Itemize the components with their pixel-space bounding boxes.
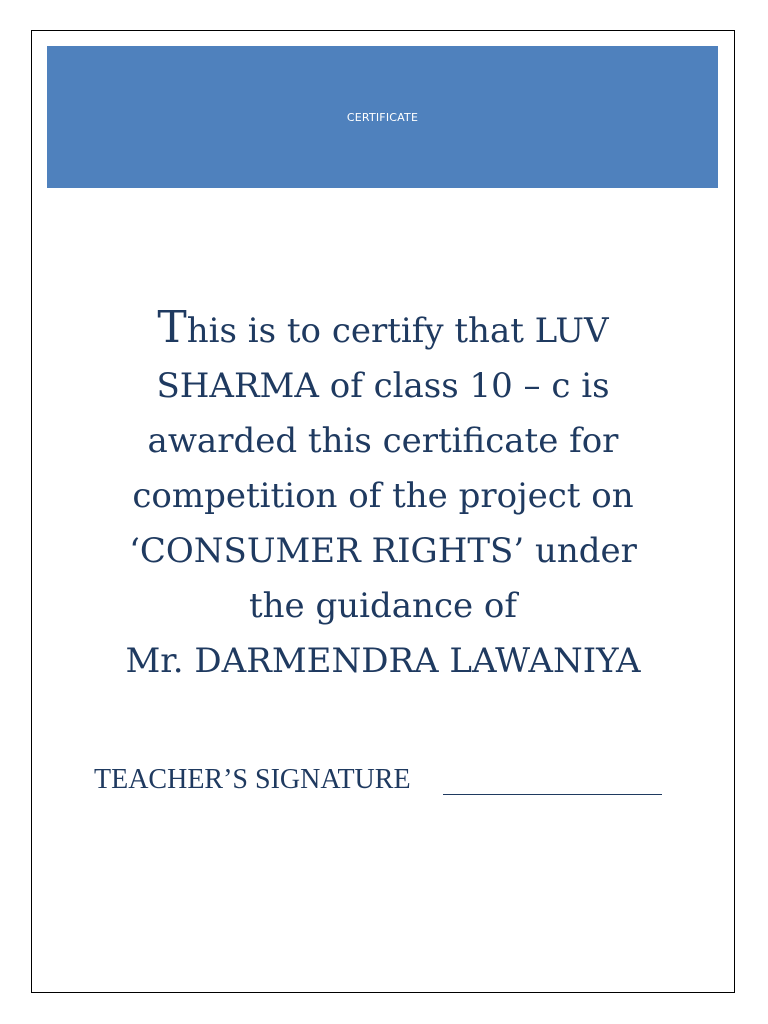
certificate-line-5: ‘CONSUMER RIGHTS’ under [129,531,637,571]
signature-row [94,764,694,800]
certificate-line-6: the guidance of [249,586,517,626]
certificate-initial: T [157,302,187,353]
signature-label: TEACHER’S SIGNATURE [94,764,411,795]
certificate-line-1 [60,300,706,359]
certificate-line-7: Mr. DARMENDRA LAWANIYA [125,641,641,681]
certificate-line-1-text: his is to certify that LUV [186,311,609,351]
certificate-body [60,300,706,689]
certificate-line-3: awarded this certificate for [147,421,619,461]
header-banner [47,46,718,188]
signature-line [443,794,662,795]
header-title: CERTIFICATE [346,110,419,124]
certificate-line-2: SHARMA of class 10 – c is [156,366,610,406]
certificate-line-4: competition of the project on [132,476,634,516]
